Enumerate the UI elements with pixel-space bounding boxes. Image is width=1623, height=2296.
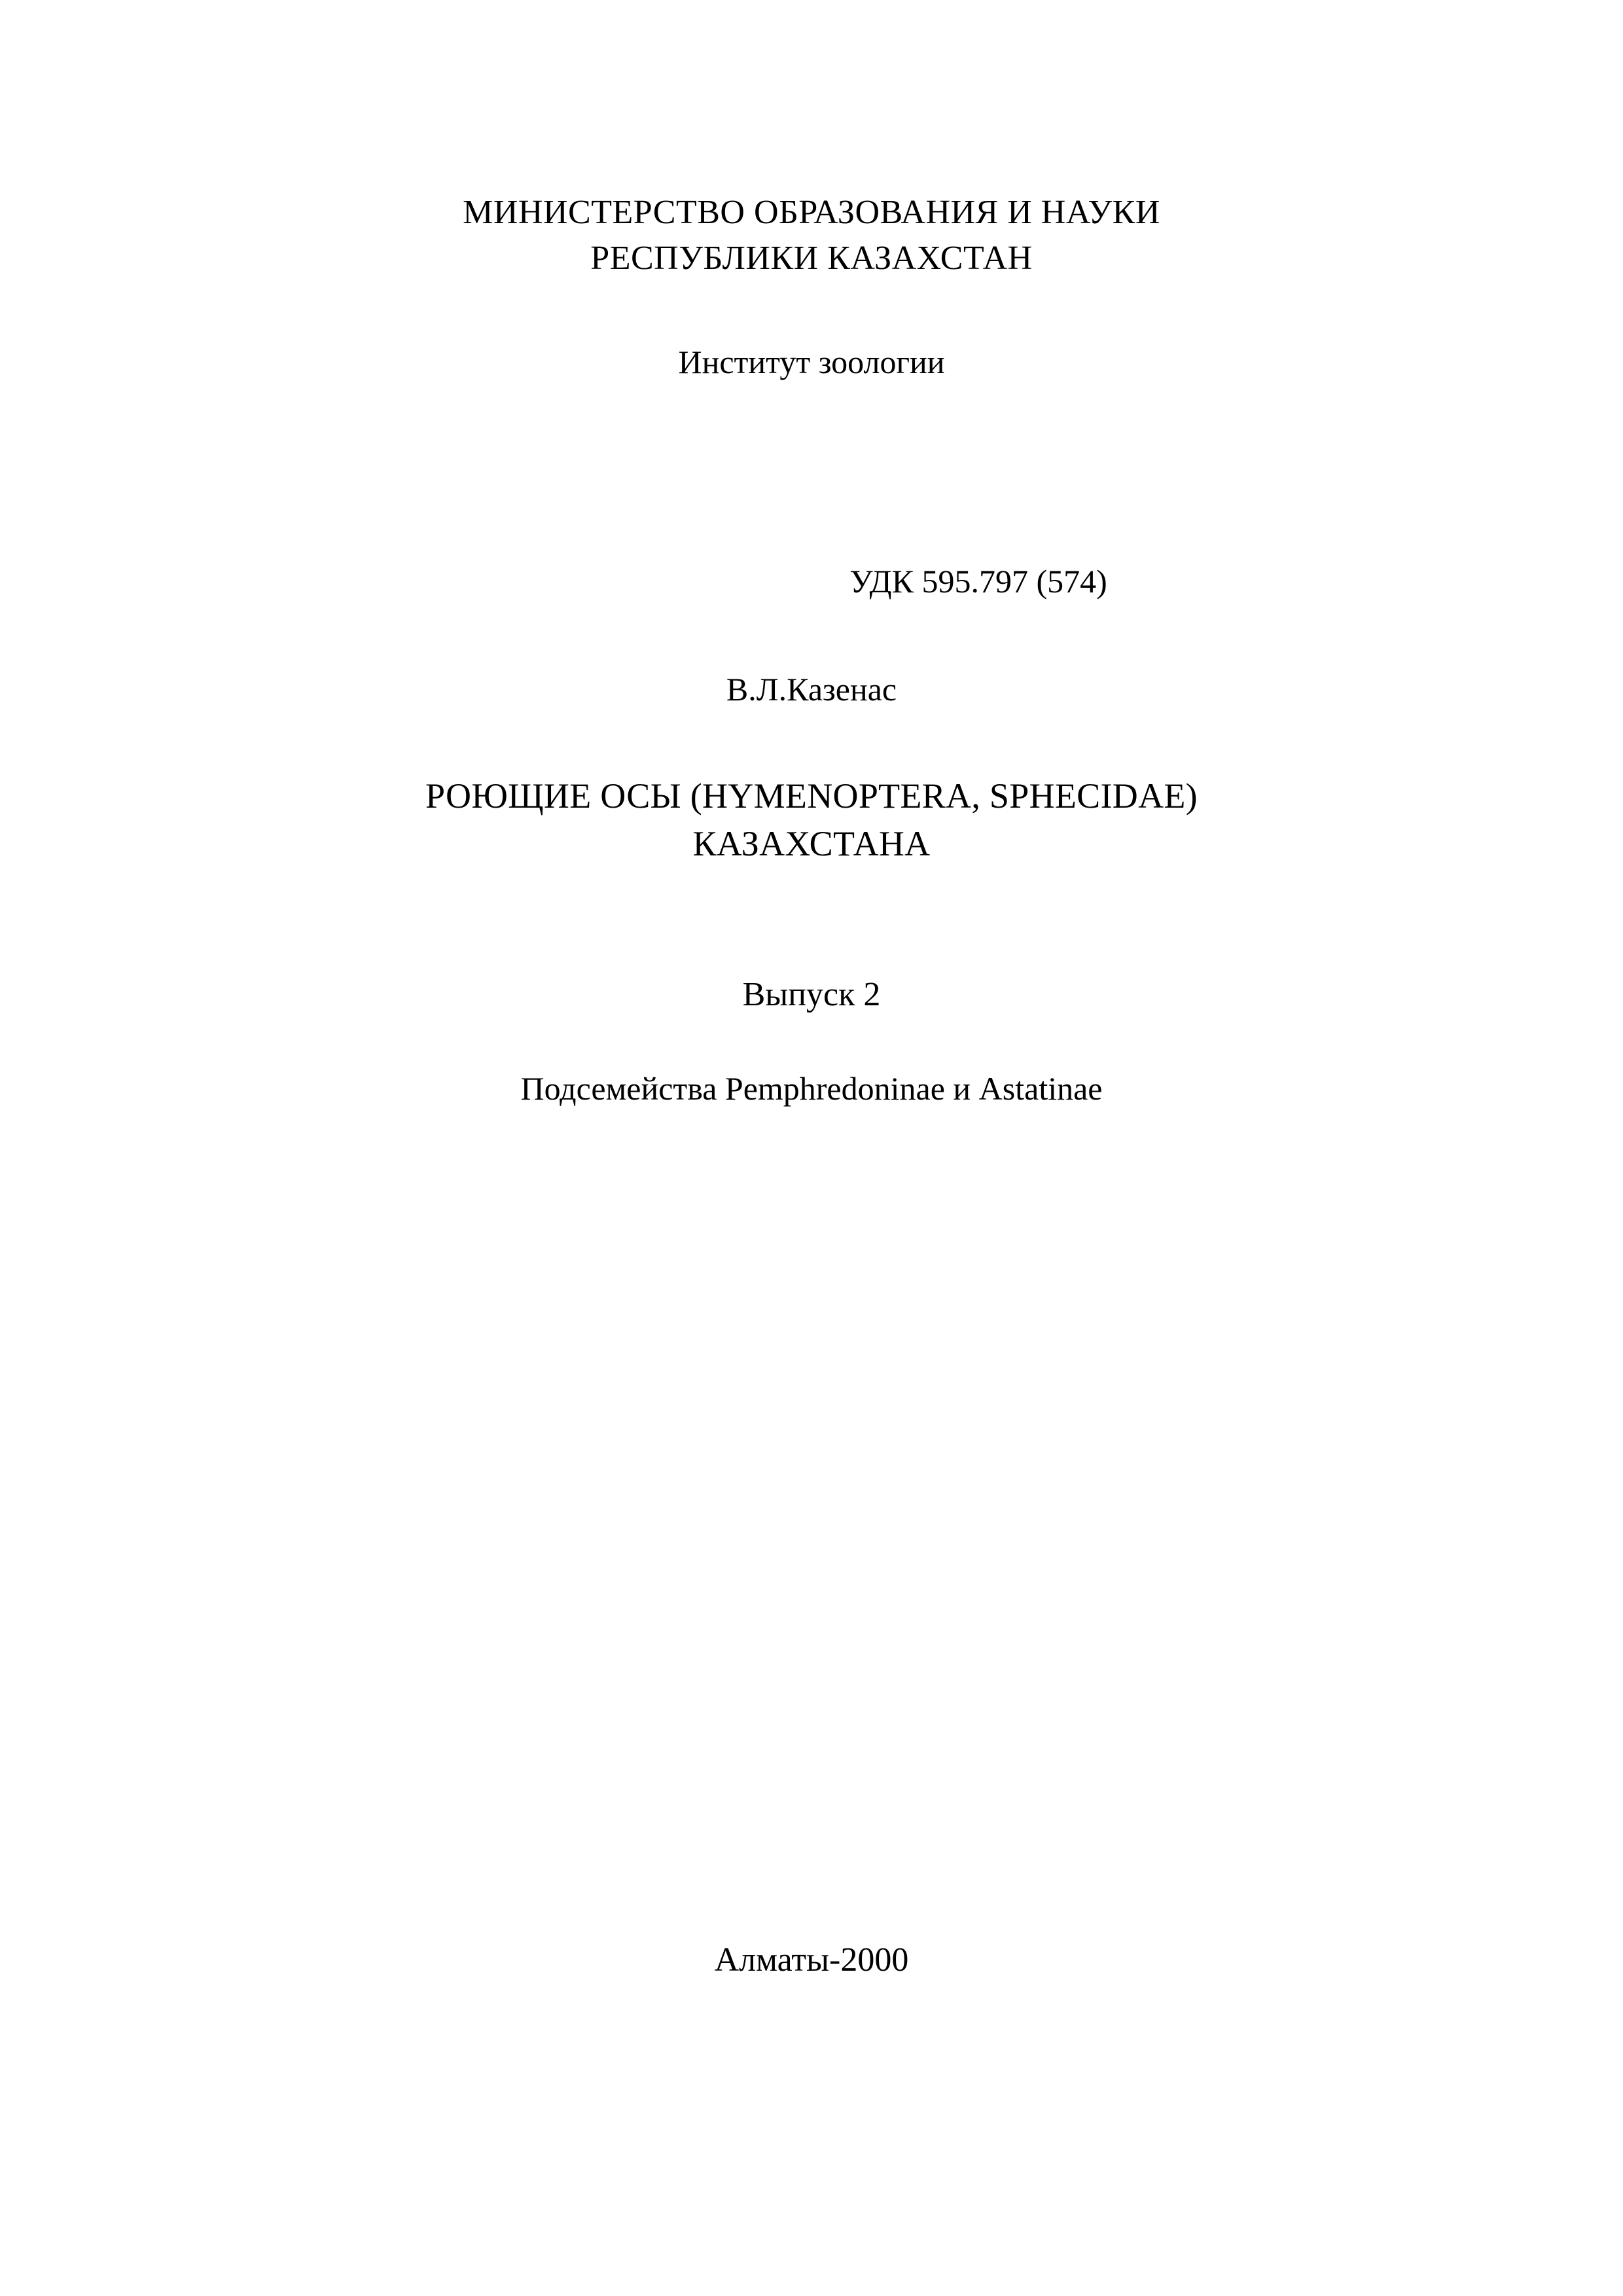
author-name: В.Л.Казенас: [726, 671, 897, 708]
document-title: [0, 772, 1623, 868]
ministry-line-1: МИНИСТЕРСТВО ОБРАЗОВАНИЯ И НАУКИ: [463, 194, 1160, 231]
title-line-2: КАЗАХСТАНА: [692, 823, 931, 863]
udk-code: УДК 595.797 (574): [849, 563, 1107, 600]
title-line-1: РОЮЩИЕ ОСЫ (HYMENOPTERA, SPHECIDAE): [425, 776, 1198, 816]
institute-name: Институт зоологии: [678, 344, 945, 380]
issue-number: Выпуск 2: [742, 976, 881, 1013]
ministry-line-2: РЕСПУБЛИКИ КАЗАХСТАН: [590, 240, 1033, 278]
ministry-heading: [0, 190, 1623, 281]
subfamilies-subtitle: Подсемейства Pemphredoninae и Astatinae: [520, 1070, 1103, 1107]
imprint: Алматы-2000: [714, 1941, 909, 1979]
